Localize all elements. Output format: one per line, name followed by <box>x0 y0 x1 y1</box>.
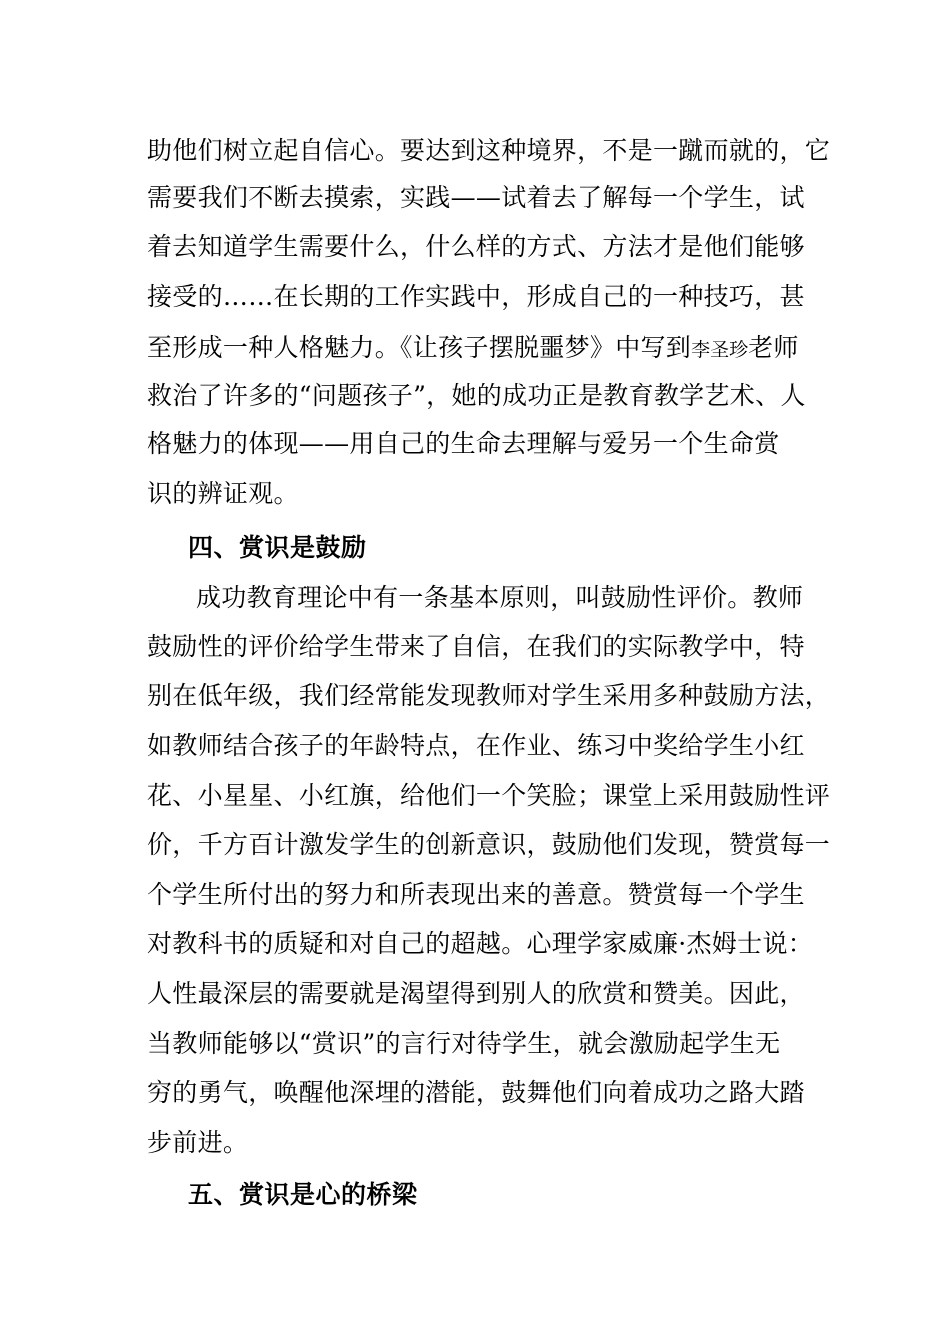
section-heading-five: 五、赏识是心的桥梁 <box>188 1180 418 1209</box>
paragraph-line: 成功教育理论中有一条基本原则，叫鼓励性评价。教师 <box>196 583 804 612</box>
paragraph-line: 价，千方百计激发学生的创新意识，鼓励他们发现，赞赏每一 <box>147 830 831 859</box>
paragraph-line: 对教科书的质疑和对自己的超越。心理学家威廉·杰姆士说： <box>147 929 814 958</box>
paragraph-line: 步前进。 <box>147 1128 249 1157</box>
paragraph-line: 人性最深层的需要就是渴望得到别人的欣赏和赞美。因此， <box>147 979 805 1008</box>
line-suffix: 老师 <box>748 333 799 362</box>
teacher-name: 李圣珍 <box>691 339 749 361</box>
paragraph-line-with-name <box>147 333 799 365</box>
paragraph-line: 接受的……在长期的工作实践中，形成自己的一种技巧，甚 <box>147 282 805 311</box>
paragraph-line: 穷的勇气，唤醒他深埋的潜能，鼓舞他们向着成功之路大踏 <box>147 1078 805 1107</box>
paragraph-line: 格魅力的体现——用自己的生命去理解与爱另一个生命赏 <box>147 429 780 458</box>
paragraph-line: 助他们树立起自信心。要达到这种境界，不是一蹴而就的，它 <box>147 136 831 165</box>
paragraph-line: 着去知道学生需要什么，什么样的方式、方法才是他们能够 <box>147 232 805 261</box>
paragraph-line: 鼓励性的评价给学生带来了自信，在我们的实际教学中，特 <box>147 632 805 661</box>
paragraph-line: 救治了许多的“问题孩子”，她的成功正是教育教学艺术、人 <box>147 381 806 410</box>
paragraph-line: 如教师结合孩子的年龄特点，在作业、练习中奖给学生小红 <box>147 731 805 760</box>
paragraph-line: 当教师能够以“赏识”的言行对待学生，就会激励起学生无 <box>147 1029 781 1058</box>
paragraph-line: 花、小星星、小红旗，给他们一个笑脸；课堂上采用鼓励性评 <box>147 781 831 810</box>
paragraph-line: 需要我们不断去摸索，实践——试着去了解每一个学生，试 <box>147 183 805 212</box>
section-heading-four: 四、赏识是鼓励 <box>188 533 367 562</box>
paragraph-line: 个学生所付出的努力和所表现出来的善意。赞赏每一个学生 <box>147 880 805 909</box>
paragraph-line: 识的辨证观。 <box>147 479 299 508</box>
line-text: 至形成一种人格魅力。《让孩子摆脱噩梦》中写到 <box>147 333 692 362</box>
paragraph-line: 别在低年级，我们经常能发现教师对学生采用多种鼓励方法， <box>147 681 831 710</box>
